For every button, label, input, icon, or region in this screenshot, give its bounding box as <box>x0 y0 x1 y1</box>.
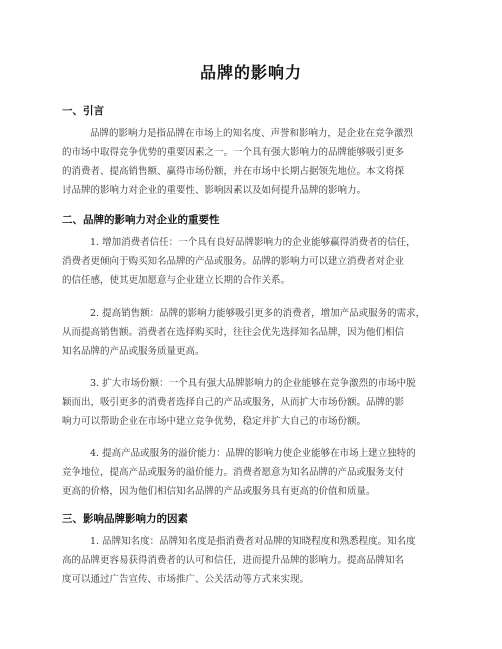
section-heading: 二、品牌的影响力对企业的重要性 <box>62 214 220 226</box>
section-heading: 三、影响品牌影响力的因素 <box>62 513 188 525</box>
paragraph <box>62 233 442 290</box>
section-heading: 一、引言 <box>62 105 104 117</box>
paragraph <box>62 304 442 361</box>
paragraph <box>62 444 442 501</box>
text-line: 1. 增加消费者信任：一个具有良好品牌影响力的企业能够赢得消费者的信任， <box>90 237 416 248</box>
text-line: 从而提高销售额。消费者在选择购买时，往往会优先选择知名品牌，因为他们相信 <box>62 327 405 338</box>
text-line: 的信任感，使其更加愿意与企业建立长期的合作关系。 <box>62 275 291 286</box>
text-line: 的消费者、提高销售额、赢得市场份额，并在市场中长期占据领先地位。本文将探 <box>62 166 405 177</box>
text-line: 竞争地位，提高产品或服务的溢价能力。消费者愿意为知名品牌的产品或服务支付 <box>62 467 405 478</box>
page-title: 品牌的影响力 <box>199 63 302 82</box>
paragraph <box>62 374 442 431</box>
paragraph <box>62 532 442 589</box>
text-line: 品牌的影响力是指品牌在市场上的知名度、声誉和影响力，是企业在竞争激烈 <box>90 128 414 139</box>
text-line: 1. 品牌知名度：品牌知名度是指消费者对品牌的知晓程度和熟悉程度。知名度 <box>90 536 416 547</box>
text-line: 度可以通过广告宣传、市场推广、公关活动等方式来实现。 <box>62 574 310 585</box>
text-line: 2. 提高销售额：品牌的影响力能够吸引更多的消费者，增加产品或服务的需求， <box>90 308 426 319</box>
text-line: 3. 扩大市场份额：一个具有强大品牌影响力的企业能够在竞争激烈的市场中脱 <box>90 378 416 389</box>
text-line: 高的品牌更容易获得消费者的认可和信任，进而提升品牌的影响力。提高品牌知名 <box>62 555 405 566</box>
text-line: 更高的价格，因为他们相信知名品牌的产品或服务具有更高的价值和质量。 <box>62 486 376 497</box>
text-line: 4. 提高产品或服务的溢价能力：品牌的影响力使企业能够在市场上建立独特的 <box>90 448 416 459</box>
text-line: 的市场中取得竞争优势的重要因素之一。一个具有强大影响力的品牌能够吸引更多 <box>62 147 405 158</box>
text-line: 响力可以帮助企业在市场中建立竞争优势，稳定并扩大自己的市场份额。 <box>62 416 367 427</box>
text-line: 颖而出，吸引更多的消费者选择自己的产品或服务，从而扩大市场份额。品牌的影 <box>62 397 405 408</box>
text-line: 消费者更倾向于购买知名品牌的产品或服务。品牌的影响力可以建立消费者对企业 <box>62 256 405 267</box>
text-line: 讨品牌的影响力对企业的重要性、影响因素以及如何提升品牌的影响力。 <box>62 185 367 196</box>
text-line: 知名品牌的产品或服务质量更高。 <box>62 346 205 357</box>
paragraph <box>62 124 442 200</box>
